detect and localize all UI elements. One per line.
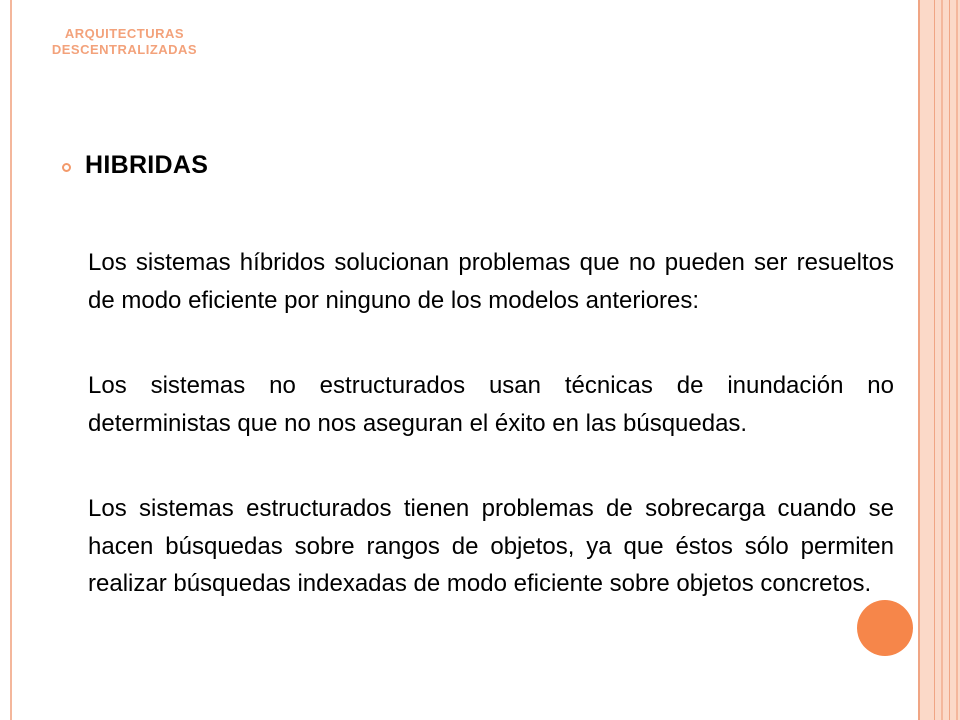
right-stripe-line — [949, 0, 950, 720]
right-stripe-line — [956, 0, 958, 720]
header-title-line1: ARQUITECTURAS — [64, 26, 185, 41]
paragraph-unstructured: Los sistemas no estructurados usan técnicas de inundación no deterministas que no nos aseguran el éxito en las búsquedas. — [88, 372, 894, 437]
slide-header-title — [22, 26, 227, 58]
paragraph-structured: Los sistemas estructurados tienen problemas de sobrecarga cuando se hacen búsquedas sobre rangos de objetos, ya que éstos sólo permiten realizar búsquedas indexadas de modo eficiente sobre objetos concretos. — [88, 495, 894, 597]
circle-bullet-icon — [62, 163, 71, 172]
right-stripe-line — [934, 0, 935, 720]
right-stripe-line — [941, 0, 943, 720]
section-heading: HIBRIDAS — [85, 151, 209, 179]
decorative-orange-circle — [857, 600, 913, 656]
right-stripe-line — [918, 0, 920, 720]
paragraph-intro: Los sistemas híbridos solucionan problemas que no pueden ser resueltos de modo eficiente por ninguno de los modelos anteriores: — [88, 249, 894, 314]
left-border-line — [10, 0, 12, 720]
header-title-line2: DESCENTRALIZADAS — [51, 42, 198, 57]
right-stripe-band — [918, 0, 960, 720]
section-bullet — [62, 151, 208, 180]
